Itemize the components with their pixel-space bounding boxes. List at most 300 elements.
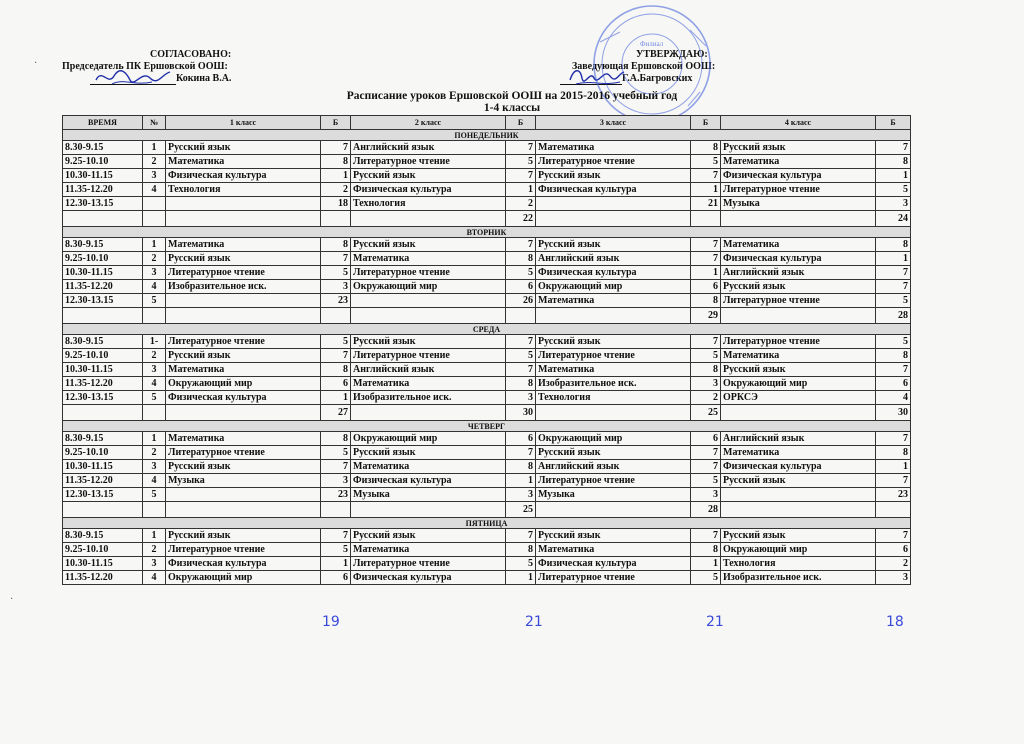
schedule-table [62, 115, 911, 585]
table-cell: 12.30-13.15 [63, 197, 143, 211]
total-cell [351, 502, 506, 518]
totals-row [63, 405, 911, 421]
table-cell: 5 [321, 543, 351, 557]
table-cell: Окружающий мир [351, 432, 506, 446]
table-cell: 4 [143, 280, 166, 294]
table-cell: Литературное чтение [351, 155, 506, 169]
table-cell: 10.30-11.15 [63, 557, 143, 571]
table-row [63, 557, 911, 571]
table-cell: Технология [536, 391, 691, 405]
table-cell: Физическая культура [351, 474, 506, 488]
table-cell: 5 [506, 557, 536, 571]
table-cell: 3 [321, 474, 351, 488]
table-row [63, 377, 911, 391]
totals-row [63, 502, 911, 518]
table-cell: Изобразительное иск. [351, 391, 506, 405]
table-row [63, 183, 911, 197]
table-cell: 7 [506, 169, 536, 183]
page-title: Расписание уроков Ершовской ООШ на 2015-2016 учебный год [346, 90, 678, 102]
total-cell [536, 405, 691, 421]
col-score-3: Б [691, 116, 721, 130]
col-number: № [143, 116, 166, 130]
col-class-2: 2 класс [351, 116, 506, 130]
table-cell: 8 [321, 155, 351, 169]
table-cell: 12.30-13.15 [63, 488, 143, 502]
table-cell: 7 [506, 446, 536, 460]
page-subtitle: 1-4 классы [483, 102, 541, 114]
day-name: ПОНЕДЕЛЬНИК [63, 130, 911, 141]
table-cell: 12.30-13.15 [63, 391, 143, 405]
table-cell: Русский язык [536, 335, 691, 349]
table-row [63, 197, 911, 211]
table-cell: 23 [321, 488, 351, 502]
table-cell: 7 [691, 169, 721, 183]
table-cell [166, 488, 321, 502]
col-score-1: Б [321, 116, 351, 130]
total-cell: 22 [506, 211, 536, 227]
table-cell: Английский язык [351, 363, 506, 377]
table-cell: Музыка [721, 197, 876, 211]
table-cell: 1 [876, 460, 911, 474]
col-score-2: Б [506, 116, 536, 130]
table-cell: 7 [876, 266, 911, 280]
table-cell: 12.30-13.15 [63, 294, 143, 308]
table-cell: 7 [691, 335, 721, 349]
table-cell: Русский язык [536, 169, 691, 183]
table-cell: 11.35-12.20 [63, 280, 143, 294]
table-cell: 7 [876, 529, 911, 543]
total-cell [321, 502, 351, 518]
table-cell: 8 [506, 252, 536, 266]
table-cell: Русский язык [351, 238, 506, 252]
table-cell: Физическая культура [721, 460, 876, 474]
table-cell: 1 [876, 169, 911, 183]
table-cell: 21 [691, 197, 721, 211]
table-cell: Литературное чтение [351, 349, 506, 363]
table-cell: 8.30-9.15 [63, 335, 143, 349]
approval-right-title: УТВЕРЖДАЮ: [636, 49, 708, 60]
total-cell [63, 502, 143, 518]
table-cell: Русский язык [721, 363, 876, 377]
table-cell: 3 [143, 266, 166, 280]
total-cell: 25 [691, 405, 721, 421]
table-row [63, 529, 911, 543]
table-cell: Русский язык [351, 529, 506, 543]
table-cell: 26 [506, 294, 536, 308]
total-cell: 28 [691, 502, 721, 518]
approval-right-name: Г.А.Багровских [622, 73, 693, 84]
total-cell [143, 308, 166, 324]
col-class-3: 3 класс [536, 116, 691, 130]
table-cell: Окружающий мир [721, 543, 876, 557]
table-cell: 1 [691, 266, 721, 280]
table-cell: Музыка [536, 488, 691, 502]
table-cell: Литературное чтение [721, 294, 876, 308]
table-cell: 5 [691, 349, 721, 363]
table-cell: 7 [321, 529, 351, 543]
table-cell: Русский язык [536, 529, 691, 543]
table-cell: 3 [506, 391, 536, 405]
table-cell: Английский язык [351, 141, 506, 155]
table-cell: 7 [321, 141, 351, 155]
table-cell: 2 [321, 183, 351, 197]
table-cell: Физическая культура [166, 391, 321, 405]
total-cell: 27 [321, 405, 351, 421]
table-cell: Физическая культура [721, 169, 876, 183]
table-row [63, 543, 911, 557]
table-cell: Изобразительное иск. [166, 280, 321, 294]
table-cell: 7 [321, 349, 351, 363]
table-row [63, 460, 911, 474]
table-cell: 3 [876, 571, 911, 585]
table-cell: 8.30-9.15 [63, 238, 143, 252]
total-cell [876, 502, 911, 518]
table-cell: 5 [506, 266, 536, 280]
table-cell: Русский язык [166, 529, 321, 543]
table-cell: 7 [321, 460, 351, 474]
day-header-row [63, 130, 911, 141]
table-cell: Математика [351, 543, 506, 557]
table-cell: 5 [321, 266, 351, 280]
table-cell: 7 [876, 141, 911, 155]
table-cell: ОРКСЭ [721, 391, 876, 405]
table-cell: 7 [506, 335, 536, 349]
table-cell: Литературное чтение [351, 557, 506, 571]
svg-text:Филиал: Филиал [640, 40, 664, 48]
table-cell: 2 [691, 391, 721, 405]
table-cell: 11.35-12.20 [63, 377, 143, 391]
table-cell: 3 [691, 377, 721, 391]
table-cell: 3 [143, 363, 166, 377]
table-cell: 1 [506, 571, 536, 585]
total-cell [536, 308, 691, 324]
table-row [63, 474, 911, 488]
table-cell [166, 197, 321, 211]
table-cell: 3 [143, 460, 166, 474]
table-cell: Литературное чтение [166, 543, 321, 557]
table-cell: 7 [876, 432, 911, 446]
table-cell: Физическая культура [536, 557, 691, 571]
table-cell: Литературное чтение [351, 266, 506, 280]
table-cell: Технология [166, 183, 321, 197]
table-cell: 23 [876, 488, 911, 502]
total-cell [536, 211, 691, 227]
table-cell: Русский язык [166, 349, 321, 363]
table-cell: 18 [321, 197, 351, 211]
total-cell [721, 308, 876, 324]
total-cell [143, 502, 166, 518]
table-cell: 4 [143, 183, 166, 197]
table-cell: 23 [321, 294, 351, 308]
table-row [63, 391, 911, 405]
table-cell: 3 [143, 557, 166, 571]
table-cell: 7 [691, 252, 721, 266]
table-cell: 3 [506, 488, 536, 502]
table-cell: Литературное чтение [166, 266, 321, 280]
total-cell [166, 308, 321, 324]
table-cell: 7 [691, 460, 721, 474]
table-cell: Окружающий мир [166, 571, 321, 585]
table-cell: 5 [321, 335, 351, 349]
table-cell: Физическая культура [536, 183, 691, 197]
table-row [63, 432, 911, 446]
table-cell: Русский язык [351, 335, 506, 349]
table-row [63, 238, 911, 252]
table-cell: 9.25-10.10 [63, 349, 143, 363]
table-cell: 4 [143, 377, 166, 391]
table-cell: 10.30-11.15 [63, 363, 143, 377]
table-cell: Русский язык [166, 141, 321, 155]
table-cell: 5 [143, 488, 166, 502]
total-cell [63, 405, 143, 421]
table-cell: 5 [143, 294, 166, 308]
table-cell: Изобразительное иск. [721, 571, 876, 585]
table-cell: 7 [691, 529, 721, 543]
table-cell: Русский язык [166, 252, 321, 266]
table-row [63, 169, 911, 183]
table-cell: Русский язык [721, 280, 876, 294]
table-cell: Математика [721, 155, 876, 169]
table-cell: 4 [143, 474, 166, 488]
table-cell [351, 294, 506, 308]
table-cell: 5 [321, 446, 351, 460]
table-row [63, 335, 911, 349]
table-cell: Литературное чтение [536, 571, 691, 585]
day-name: СРЕДА [63, 324, 911, 335]
total-cell: 30 [506, 405, 536, 421]
table-cell: Физическая культура [166, 557, 321, 571]
day-header-row [63, 227, 911, 238]
table-cell: 6 [506, 432, 536, 446]
table-cell: Окружающий мир [536, 432, 691, 446]
table-cell: 11.35-12.20 [63, 183, 143, 197]
table-cell: 1- [143, 335, 166, 349]
table-cell: 3 [691, 488, 721, 502]
table-cell: Математика [166, 238, 321, 252]
total-cell [351, 211, 506, 227]
table-cell: 10.30-11.15 [63, 460, 143, 474]
table-cell: 5 [691, 474, 721, 488]
table-row [63, 141, 911, 155]
table-cell: 8 [506, 460, 536, 474]
table-header-row [63, 116, 911, 130]
col-class-1: 1 класс [166, 116, 321, 130]
table-cell: Русский язык [721, 474, 876, 488]
table-cell: 6 [506, 280, 536, 294]
table-cell: 4 [876, 391, 911, 405]
table-cell: Математика [166, 363, 321, 377]
table-cell: Русский язык [721, 529, 876, 543]
total-cell [351, 405, 506, 421]
table-cell: 1 [506, 183, 536, 197]
total-cell [721, 502, 876, 518]
table-cell: Математика [351, 377, 506, 391]
table-cell: Литературное чтение [536, 349, 691, 363]
table-cell: 6 [876, 377, 911, 391]
table-cell: 1 [143, 529, 166, 543]
day-header-row [63, 324, 911, 335]
table-cell: 8 [876, 238, 911, 252]
total-cell: 28 [876, 308, 911, 324]
table-cell: Русский язык [351, 169, 506, 183]
total-cell: 29 [691, 308, 721, 324]
table-row [63, 446, 911, 460]
scan-speck: · [34, 58, 38, 69]
table-cell: Математика [351, 460, 506, 474]
approval-left-title: СОГЛАСОВАНО: [150, 49, 232, 60]
table-cell: 11.35-12.20 [63, 571, 143, 585]
approval-left-name: Кокина В.А. [176, 73, 232, 84]
table-cell: 1 [506, 474, 536, 488]
table-cell: 8 [876, 155, 911, 169]
table-cell: Окружающий мир [536, 280, 691, 294]
col-score-4: Б [876, 116, 911, 130]
table-cell: Математика [536, 294, 691, 308]
table-cell: Русский язык [536, 238, 691, 252]
table-cell: 5 [876, 183, 911, 197]
table-cell: Русский язык [166, 460, 321, 474]
table-cell: Музыка [351, 488, 506, 502]
table-cell: 2 [143, 446, 166, 460]
table-cell: 2 [143, 349, 166, 363]
total-cell [166, 211, 321, 227]
table-cell: 9.25-10.10 [63, 252, 143, 266]
table-cell: Математика [536, 363, 691, 377]
table-cell: 8.30-9.15 [63, 432, 143, 446]
table-cell: 8 [321, 238, 351, 252]
table-cell: 5 [876, 294, 911, 308]
table-cell: 5 [506, 349, 536, 363]
total-cell [63, 308, 143, 324]
day-header-row [63, 518, 911, 529]
table-cell: Английский язык [721, 266, 876, 280]
table-cell [536, 197, 691, 211]
total-cell [721, 405, 876, 421]
table-cell: Математика [536, 141, 691, 155]
table-cell: Английский язык [536, 460, 691, 474]
handwritten-total-3: 21 [706, 614, 724, 630]
table-cell: Математика [721, 446, 876, 460]
day-name: ПЯТНИЦА [63, 518, 911, 529]
table-cell: 3 [876, 197, 911, 211]
table-cell: Технология [351, 197, 506, 211]
table-cell: 5 [506, 155, 536, 169]
table-cell: 1 [143, 238, 166, 252]
table-cell: 6 [876, 543, 911, 557]
table-cell: Изобразительное иск. [536, 377, 691, 391]
table-cell: Русский язык [536, 446, 691, 460]
table-cell: 7 [876, 474, 911, 488]
total-cell: 30 [876, 405, 911, 421]
signature-left [92, 66, 172, 88]
table-row [63, 155, 911, 169]
table-cell: 8 [321, 363, 351, 377]
table-cell: 2 [143, 543, 166, 557]
total-cell [143, 405, 166, 421]
table-cell: 1 [321, 391, 351, 405]
table-cell: Литературное чтение [721, 335, 876, 349]
table-cell: 11.35-12.20 [63, 474, 143, 488]
table-cell: 1 [321, 169, 351, 183]
table-row [63, 571, 911, 585]
table-cell: 7 [321, 252, 351, 266]
day-name: ЧЕТВЕРГ [63, 421, 911, 432]
table-cell: 2 [506, 197, 536, 211]
total-cell [321, 308, 351, 324]
table-cell: 1 [321, 557, 351, 571]
table-cell: 8 [506, 377, 536, 391]
table-cell: 8 [876, 349, 911, 363]
table-cell: 8 [506, 543, 536, 557]
table-cell: 9.25-10.10 [63, 155, 143, 169]
table-cell: 8 [691, 141, 721, 155]
table-cell: 1 [143, 141, 166, 155]
table-cell: 8 [691, 294, 721, 308]
table-cell: 6 [691, 432, 721, 446]
handwritten-total-4: 18 [886, 614, 904, 630]
table-cell: Литературное чтение [536, 155, 691, 169]
total-cell [506, 308, 536, 324]
table-row [63, 488, 911, 502]
total-cell [166, 502, 321, 518]
table-cell: 8 [691, 363, 721, 377]
table-cell: 8 [691, 543, 721, 557]
table-cell: Физическая культура [166, 169, 321, 183]
day-name: ВТОРНИК [63, 227, 911, 238]
schedule-body [63, 130, 911, 585]
table-cell: 9.25-10.10 [63, 446, 143, 460]
scan-speck: · [10, 594, 14, 605]
table-cell: 9.25-10.10 [63, 543, 143, 557]
total-cell [536, 502, 691, 518]
table-cell: Математика [166, 432, 321, 446]
table-cell: 2 [876, 557, 911, 571]
table-row [63, 294, 911, 308]
table-cell [143, 197, 166, 211]
table-cell: Окружающий мир [351, 280, 506, 294]
totals-row [63, 308, 911, 324]
total-cell [63, 211, 143, 227]
table-cell: 8 [876, 446, 911, 460]
table-cell: 1 [691, 557, 721, 571]
table-cell: Окружающий мир [166, 377, 321, 391]
day-header-row [63, 421, 911, 432]
table-cell: Русский язык [351, 446, 506, 460]
table-cell: Математика [166, 155, 321, 169]
table-cell: 8.30-9.15 [63, 141, 143, 155]
total-cell [351, 308, 506, 324]
table-cell: Литературное чтение [721, 183, 876, 197]
table-row [63, 349, 911, 363]
table-cell: Физическая культура [536, 266, 691, 280]
table-cell: 7 [691, 238, 721, 252]
table-cell: 6 [321, 571, 351, 585]
table-cell: 10.30-11.15 [63, 266, 143, 280]
table-cell: 5 [876, 335, 911, 349]
table-cell: Литературное чтение [536, 474, 691, 488]
table-cell: 2 [143, 155, 166, 169]
table-cell: Математика [721, 349, 876, 363]
table-cell: 6 [691, 280, 721, 294]
table-cell: Математика [351, 252, 506, 266]
table-cell: Окружающий мир [721, 377, 876, 391]
table-cell: 8.30-9.15 [63, 529, 143, 543]
total-cell: 25 [506, 502, 536, 518]
approval-left-role: Председатель ПК Ершовской ООШ: [62, 61, 228, 72]
table-cell: 8 [321, 432, 351, 446]
table-cell: 7 [506, 363, 536, 377]
table-row [63, 252, 911, 266]
